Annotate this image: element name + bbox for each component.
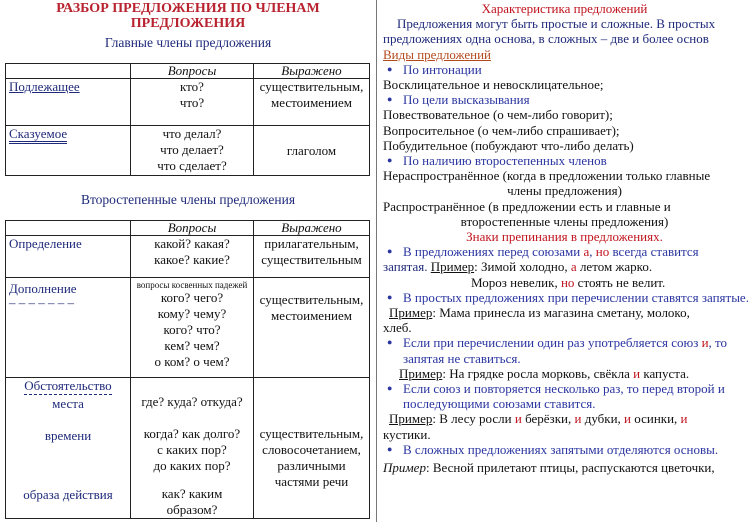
place-label: места bbox=[52, 396, 84, 411]
page-title bbox=[0, 1, 376, 31]
bullet-by-purpose: ● По цели высказывания bbox=[379, 92, 750, 107]
secondary-members-heading: Второстепенные члены предложения bbox=[80, 192, 296, 207]
example-text: осинки, bbox=[631, 411, 681, 427]
rule-4: ● Если союз и повторяется несколько раз, то перед второй и последующими союзами ставится. bbox=[379, 381, 750, 411]
example-text: капуста. bbox=[640, 365, 690, 381]
example-2 bbox=[379, 305, 750, 320]
punctuation-heading: Знаки препинания в предложениях. bbox=[466, 229, 663, 245]
example-4-line-2: кустики. bbox=[383, 426, 431, 442]
object-questions bbox=[131, 278, 254, 378]
attribute-questions bbox=[131, 236, 254, 278]
conjunction: но bbox=[560, 274, 575, 290]
example-text: стоять не велит. bbox=[574, 274, 666, 290]
question: до каких пор? bbox=[153, 458, 231, 473]
header-expressed: Выражено bbox=[254, 64, 370, 79]
conjunction: и bbox=[633, 365, 641, 381]
question: где? куда? откуда? bbox=[141, 394, 243, 409]
conjunction: а bbox=[583, 244, 590, 260]
extended-text: Распространённое (в предложении есть и главные и bbox=[383, 198, 671, 214]
rule-text: В предложениях перед союзами bbox=[403, 244, 584, 260]
rule-text: всегда ставится bbox=[609, 244, 699, 260]
adverbial-questions bbox=[131, 378, 254, 519]
interrogative-text: Вопросительное (о чем-либо спрашивает); bbox=[383, 122, 620, 138]
question: что сделает? bbox=[157, 158, 227, 173]
intro-text: Предложения могут быть простые и сложные. В простых предложениях одна основа, в сложных – две и более основ bbox=[383, 16, 716, 47]
question: с каких пор? bbox=[157, 442, 227, 457]
table-header-row bbox=[6, 64, 370, 79]
header-empty bbox=[6, 221, 131, 236]
imperative-text: Побудительное (побуждают что-либо делать) bbox=[383, 137, 634, 153]
subject-questions bbox=[131, 79, 254, 126]
example-1-line-2 bbox=[379, 275, 750, 290]
attribute-expressed bbox=[254, 236, 370, 278]
example-text: : В лесу росли bbox=[432, 411, 515, 427]
example-text: : На грядке росла морковь, свёкла bbox=[442, 365, 634, 381]
example-text: берёзки, bbox=[521, 411, 575, 427]
expressed-text: местоимением bbox=[271, 308, 352, 323]
adverbial-expressed bbox=[254, 378, 370, 519]
example-text: Мороз невелик, bbox=[471, 274, 561, 290]
title-line-1: РАЗБОР ПРЕДЛОЖЕНИЯ ПО ЧЛЕНАМ bbox=[56, 1, 320, 16]
expressed-text: частями речи bbox=[274, 474, 349, 489]
predicate-expressed: глаголом bbox=[254, 126, 370, 176]
question: кто? bbox=[180, 79, 204, 94]
table-row bbox=[6, 126, 370, 176]
example-text: : Зимой холодно, bbox=[474, 259, 571, 275]
bullet-by-intonation: ● По интонации bbox=[379, 62, 750, 77]
conjunction: и bbox=[514, 411, 522, 427]
example-text: дубки, bbox=[581, 411, 625, 427]
object-dashes: – – – – – – – bbox=[9, 295, 74, 310]
predicate-label: Сказуемое bbox=[9, 126, 67, 144]
rule-1-continued bbox=[379, 259, 750, 274]
question: кого? что? bbox=[163, 322, 221, 337]
example-5 bbox=[379, 460, 750, 475]
expressed-text: прилагательным, bbox=[264, 236, 359, 251]
table-row bbox=[6, 378, 370, 519]
subject-expressed bbox=[254, 79, 370, 126]
rule-text: , bbox=[589, 244, 596, 260]
example-label: Пример bbox=[399, 365, 443, 381]
adverbial-label: Обстоятельство bbox=[24, 378, 112, 393]
conjunction: и bbox=[680, 411, 688, 427]
table-row bbox=[6, 278, 370, 378]
right-column bbox=[379, 0, 750, 522]
question: кому? чему? bbox=[157, 306, 227, 321]
object-cell bbox=[6, 278, 131, 378]
rule-text: Если при перечислении один раз употребляется союз bbox=[403, 335, 702, 351]
question: какое? какие? bbox=[154, 252, 230, 267]
question: как? каким bbox=[161, 486, 223, 501]
question: что делал? bbox=[162, 126, 222, 141]
rule-5: ● В сложных предложениях запятыми отделяются основы. bbox=[379, 442, 750, 457]
question: кого? чего? bbox=[160, 290, 224, 305]
header-empty bbox=[6, 64, 131, 79]
question-note: вопросы косвенных падежей bbox=[136, 280, 248, 290]
rule-text: запятая. bbox=[383, 259, 428, 275]
main-members-heading: Главные члены предложения bbox=[104, 35, 272, 50]
header-questions: Вопросы bbox=[131, 64, 254, 79]
question: что? bbox=[179, 95, 205, 110]
expressed-text: существительным, bbox=[259, 292, 364, 307]
rule-3 bbox=[379, 335, 750, 365]
adverbial-cell bbox=[6, 378, 131, 519]
column-divider bbox=[376, 0, 377, 522]
types-heading-label: Виды предложений bbox=[383, 46, 492, 62]
example-label: Пример bbox=[389, 411, 433, 427]
expressed-text: словосочетанием, bbox=[262, 442, 361, 457]
rule-1 bbox=[379, 244, 750, 259]
characteristics-heading: Характеристика предложений bbox=[481, 1, 648, 16]
conjunction: а bbox=[570, 259, 577, 275]
question: кем? чем? bbox=[164, 338, 220, 353]
object-label: Дополнение bbox=[9, 281, 77, 296]
table-row bbox=[6, 79, 370, 126]
question: что делает? bbox=[160, 142, 224, 157]
example-text: : Весной прилетают птицы, распускаются цветочки, bbox=[425, 460, 715, 476]
bullet-by-secondary: ● По наличию второстепенных членов bbox=[379, 153, 750, 168]
question: образом? bbox=[166, 502, 218, 517]
example-text: : Мама принесла из магазина сметану, молоко, bbox=[432, 305, 690, 321]
expressed-text: существительным, bbox=[259, 426, 364, 441]
rule-2: ● В простых предложениях при перечислении ставятся запятые. bbox=[379, 290, 750, 305]
example-3 bbox=[379, 366, 750, 381]
subject-label: Подлежащее bbox=[9, 79, 80, 94]
expressed-text: различными bbox=[277, 458, 346, 473]
example-2-line-2: хлеб. bbox=[383, 320, 412, 336]
types-heading bbox=[379, 47, 750, 62]
example-label: Пример bbox=[383, 460, 426, 476]
extended-text-2: второстепенные члены предложения) bbox=[460, 213, 669, 229]
table-header-row bbox=[6, 221, 370, 236]
attribute-cell bbox=[6, 236, 131, 278]
example-label: Пример bbox=[389, 305, 433, 321]
nonextended-text-2: члены предложения) bbox=[507, 183, 622, 199]
conjunction: и bbox=[701, 335, 709, 351]
subject-cell bbox=[6, 79, 131, 126]
example-text: летом жарко. bbox=[576, 259, 653, 275]
expressed-text: существительным, bbox=[259, 79, 364, 94]
predicate-cell bbox=[6, 126, 131, 176]
nonextended-text: Нераспространённое (когда в предложении только главные bbox=[383, 168, 711, 184]
header-questions: Вопросы bbox=[131, 221, 254, 236]
header-expressed: Выражено bbox=[254, 221, 370, 236]
question: когда? как долго? bbox=[143, 426, 241, 441]
example-label: Пример bbox=[430, 259, 475, 275]
question: о ком? о чем? bbox=[154, 354, 230, 369]
table-row bbox=[6, 236, 370, 278]
conjunction: и bbox=[624, 411, 632, 427]
intonation-text: Восклицательное и невосклицательное; bbox=[383, 77, 604, 93]
question: какой? какая? bbox=[154, 236, 230, 251]
secondary-members-table bbox=[5, 220, 370, 519]
expressed-text: местоимением bbox=[271, 95, 352, 110]
time-label: времени bbox=[44, 428, 92, 443]
narrative-text: Повествовательное (о чем-либо говорит); bbox=[383, 107, 613, 123]
conjunction: и bbox=[574, 411, 582, 427]
rule-text: , то запятая не ставиться. bbox=[403, 335, 728, 366]
example-4 bbox=[379, 411, 750, 426]
attribute-label: Определение bbox=[9, 236, 82, 251]
conjunction: но bbox=[595, 244, 610, 260]
title-line-2: ПРЕДЛОЖЕНИЯ bbox=[130, 16, 246, 31]
main-members-table bbox=[5, 63, 370, 176]
manner-label: образа действия bbox=[23, 487, 113, 502]
expressed-text: существительным bbox=[261, 252, 362, 267]
object-expressed bbox=[254, 278, 370, 378]
predicate-questions bbox=[131, 126, 254, 176]
